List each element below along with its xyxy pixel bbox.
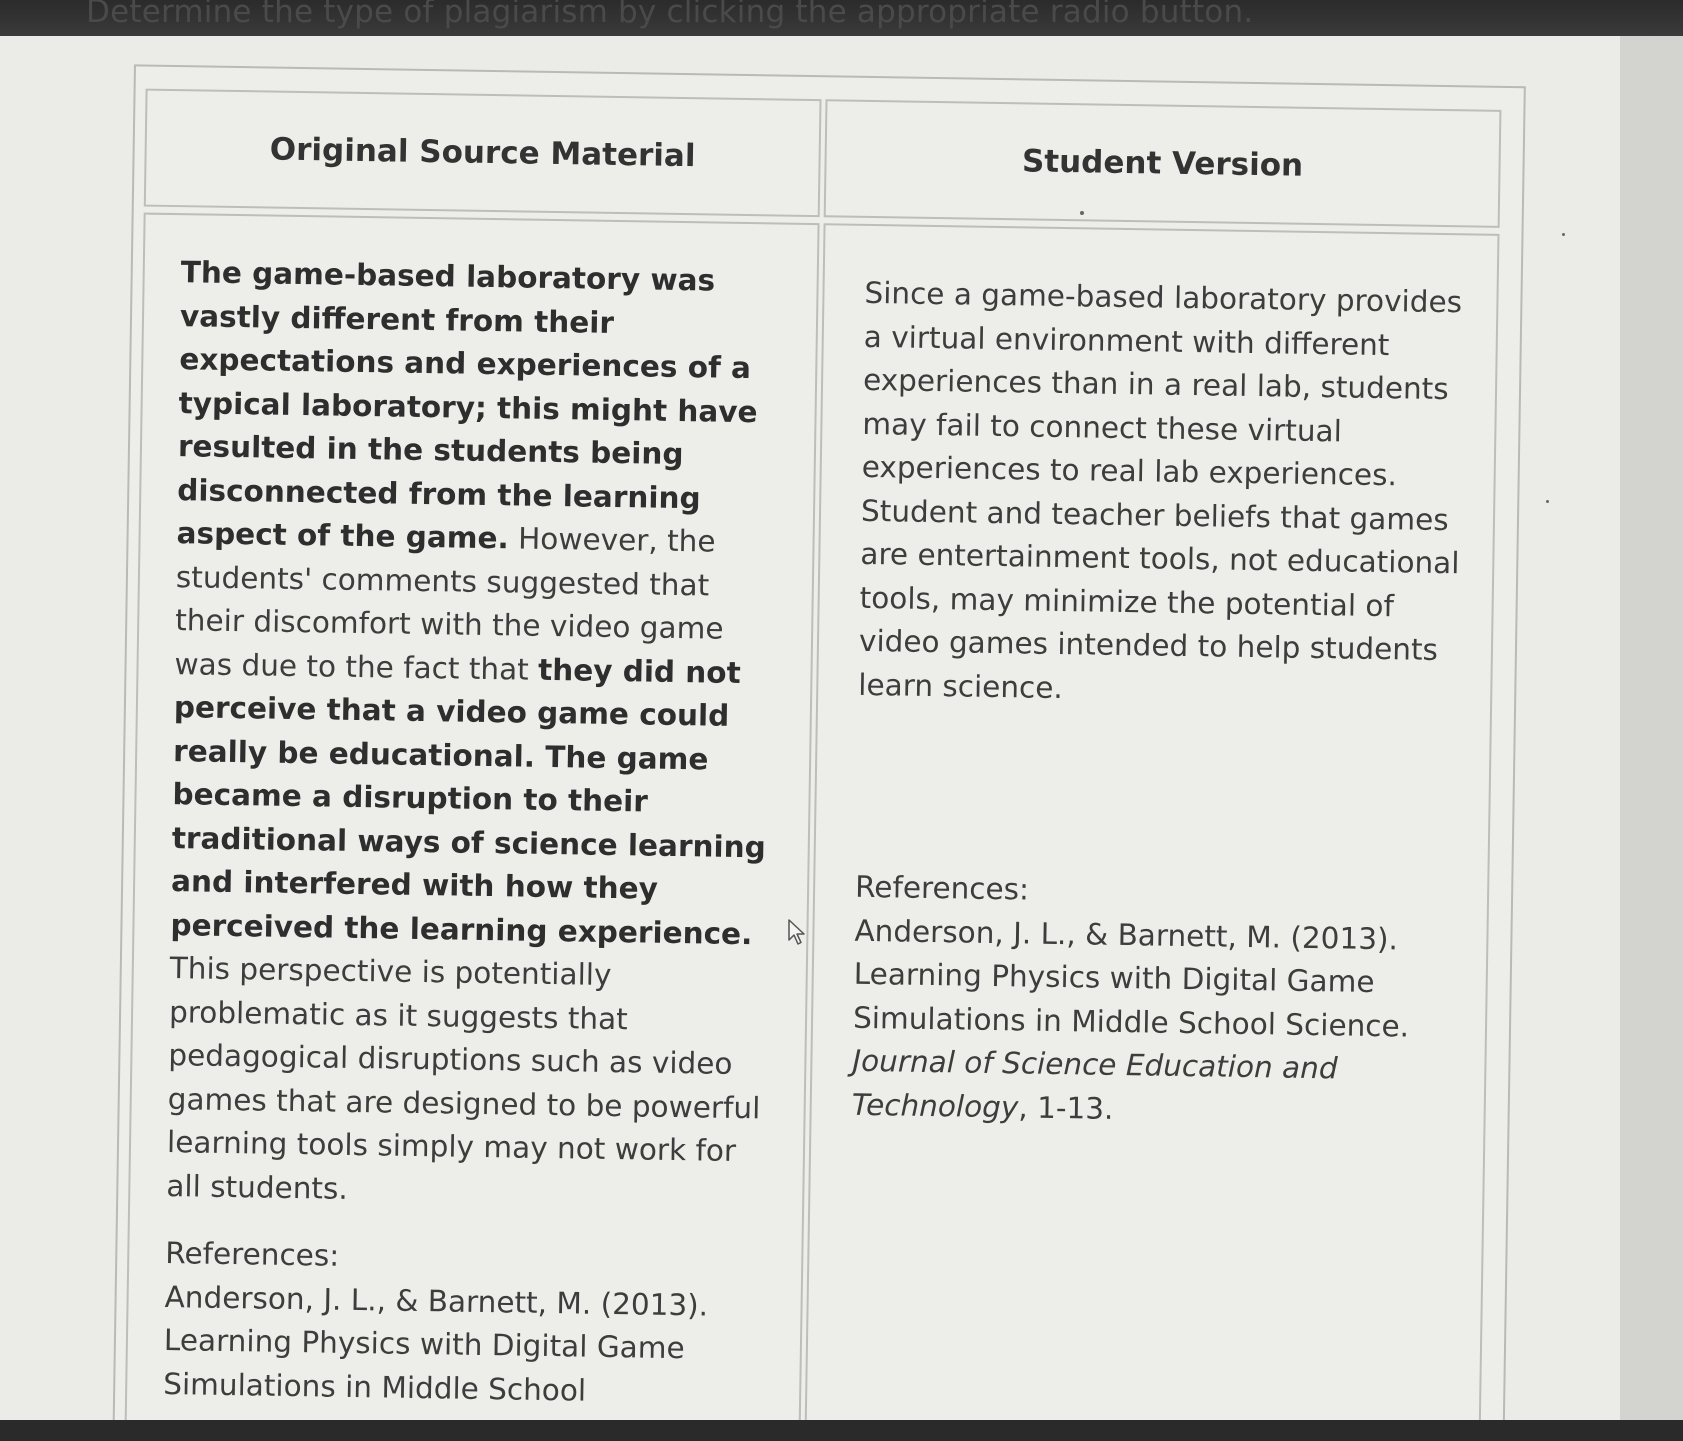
student-version-text: Since a game-based laboratory provides a virtual environment with different experiences than in a real lab, students may fail to connect these virtual experiences to real lab experiences. Student and teacher beliefs that games are entertainment tools, not educational tools, may minimize the potential of video games intended to help students learn science.	[858, 275, 1463, 705]
original-bold-segment-3: they did not perceive that a video game could really be educational. The game became a disruption to their traditional ways of science learning and interfered with how they perceived the learning experience.	[170, 652, 767, 951]
student-reference-entry	[851, 909, 1454, 1136]
student-references-label: References:	[854, 869, 1030, 907]
original-source-text	[163, 251, 791, 1415]
student-reference-text: Anderson, J. L., & Barnett, M. (2013). Learning Physics with Digital Game Simulations in Middle School Science.	[852, 913, 1410, 1044]
original-references-label: References:	[165, 1236, 340, 1273]
header-original-source	[144, 89, 822, 218]
header-original-label: Original Source Material	[269, 131, 696, 175]
instruction-text: Determine the type of plagiarism by clicking the appropriate radio button.	[86, 0, 1254, 30]
screen-speck	[1080, 211, 1084, 215]
comparison-table	[112, 64, 1526, 1441]
right-gutter	[1620, 36, 1683, 1441]
student-references	[851, 866, 1455, 1136]
original-reference-text: Anderson, J. L., & Barnett, M. (2013). Learning Physics with Digital Game Simulations in Middle School	[163, 1279, 709, 1408]
header-student-label: Student Version	[1021, 143, 1304, 184]
bottom-window-edge	[0, 1420, 1683, 1441]
header-student-version	[824, 99, 1502, 228]
student-reference-pages: , 1-13.	[1018, 1089, 1114, 1126]
original-source-cell	[124, 213, 820, 1441]
student-version-cell	[804, 223, 1500, 1441]
original-segment-2: However, the students' comments suggested that their discomfort with the video game was due to the fact that	[174, 521, 724, 687]
screen-speck	[1562, 233, 1565, 236]
original-bold-segment-1: The game-based laboratory was vastly different from their expectations and experiences of a typical laboratory; this might have resulted in the students being disconnected from the learning aspect of the game.	[176, 255, 758, 556]
original-segment-4: This perspective is potentially problematic as it suggests that pedagogical disruptions such as video games that are designed to be powerful learning tools simply may not work for all students.	[166, 951, 761, 1206]
original-references	[163, 1232, 776, 1416]
screen-speck	[1546, 500, 1549, 503]
student-reference-journal: Journal of Science Education and Technology	[851, 1043, 1338, 1124]
comparison-table-wrapper	[88, 64, 1530, 1441]
mouse-pointer-icon	[787, 918, 807, 946]
